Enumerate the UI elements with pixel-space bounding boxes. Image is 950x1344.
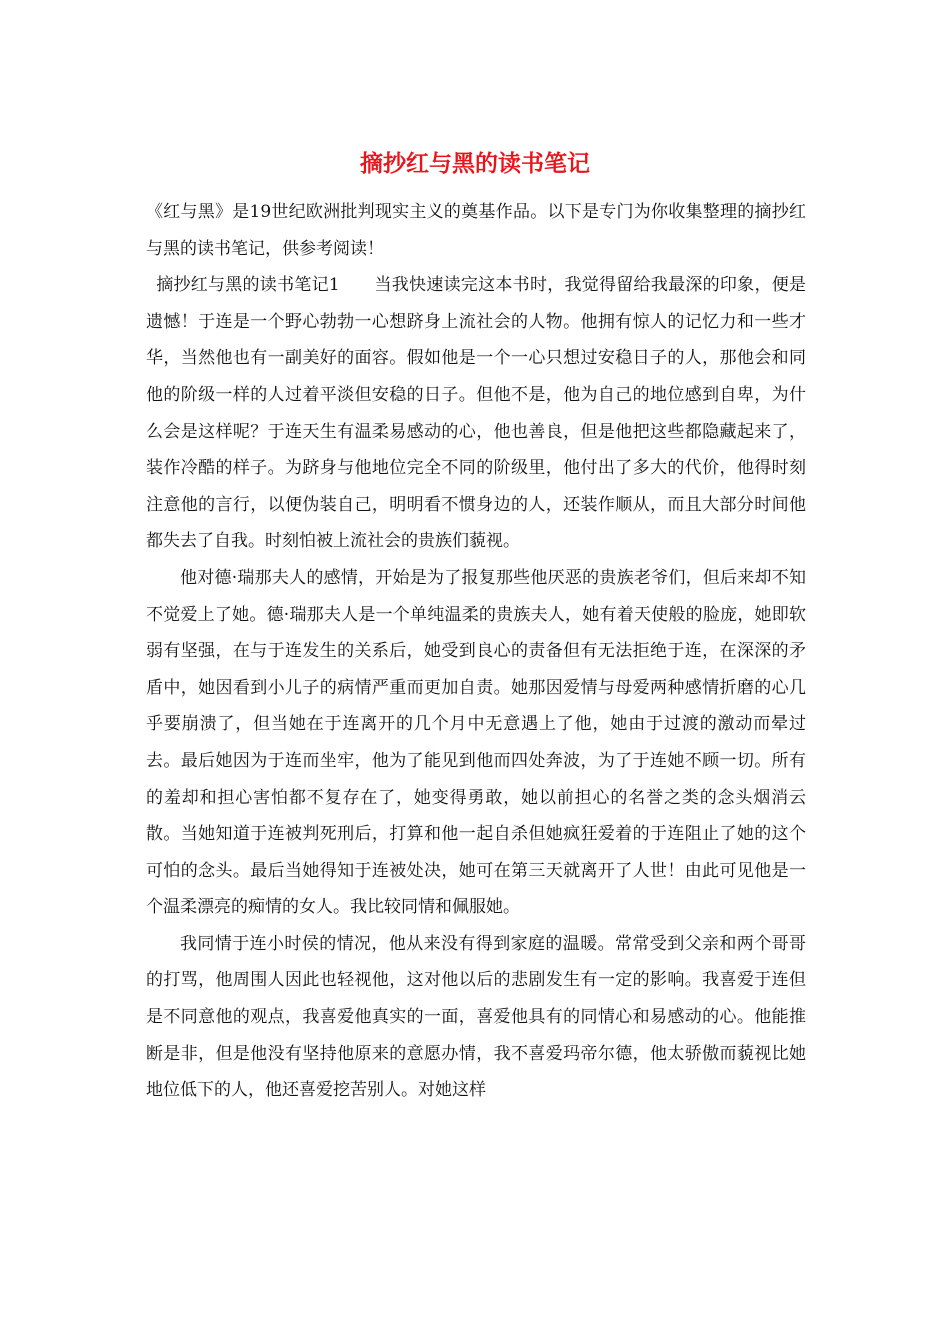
paragraph-1: 摘抄红与黑的读书笔记1 当我快速读完这本书时，我觉得留给我最深的印象，便是遗憾！于连是一个野心勃勃一心想跻身上流社会的人物。他拥有惊人的记忆力和一些才华，当然他也有一副美好的面容。假如他是一个一心只想过安稳日子的人，那他会和同他的阶级一样的人过着平淡但安稳的日子。但他不是，他为自己的地位感到自卑，为什么会是这样呢？于连天生有温柔易感动的心，他也善良，但是他把这些都隐藏起来了，装作冷酷的样子。为跻身与他地位完全不同的阶级里，他付出了多大的代价，他得时刻注意他的言行，以便伪装自己，明明看不惯身边的人，还装作顺从，而且大部分时间他都失去了自我。时刻怕被上流社会的贵族们藐视。 [146,275,806,552]
document-body [146,194,806,1109]
document-title: 摘抄红与黑的读书笔记 [360,150,590,177]
paragraph-2: 他对德·瑞那夫人的感情，开始是为了报复那些他厌恶的贵族老爷们，但后来却不知不觉爱上了她。德·瑞那夫人是一个单纯温柔的贵族夫人，她有着天使般的脸庞，她即软弱有坚强，在与于连发生的关系后，她受到良心的责备但有无法拒绝于连，在深深的矛盾中，她因看到小儿子的病情严重而更加自责。她那因爱情与母爱两种感情折磨的心几乎要崩溃了，但当她在于连离开的几个月中无意遇上了他，她由于过渡的激动而晕过去。最后她因为于连而坐牢，他为了能见到他而四处奔波，为了于连她不顾一切。所有的羞却和担心害怕都不复存在了，她变得勇敢，她以前担心的名誉之类的念头烟消云散。当她知道于连被判死刑后，打算和他一起自杀但她疯狂爱着的于连阻止了她的这个可怕的念头。最后当她得知于连被处决，她可在第三天就离开了人世！由此可见他是一个温柔漂亮的痴情的女人。我比较同情和佩服她。 [146,567,806,918]
intro-paragraph: 《红与黑》是19世纪欧洲批判现实主义的奠基作品。以下是专门为你收集整理的摘抄红与黑的读书笔记，供参考阅读！ [146,202,806,259]
paragraph-3: 我同情于连小时侯的情况，他从来没有得到家庭的温暖。常常受到父亲和两个哥哥的打骂，他周围人因此也轻视他，这对他以后的悲剧发生有一定的影响。我喜爱于连但是不同意他的观点，我喜爱他真实的一面，喜爱他具有的同情心和易感动的心。他能推断是非，但是他没有坚持他原来的意愿办情，我不喜爱玛帝尔德，他太骄傲而藐视比她地位低下的人，他还喜爱挖苦别人。对她这样 [146,933,806,1101]
